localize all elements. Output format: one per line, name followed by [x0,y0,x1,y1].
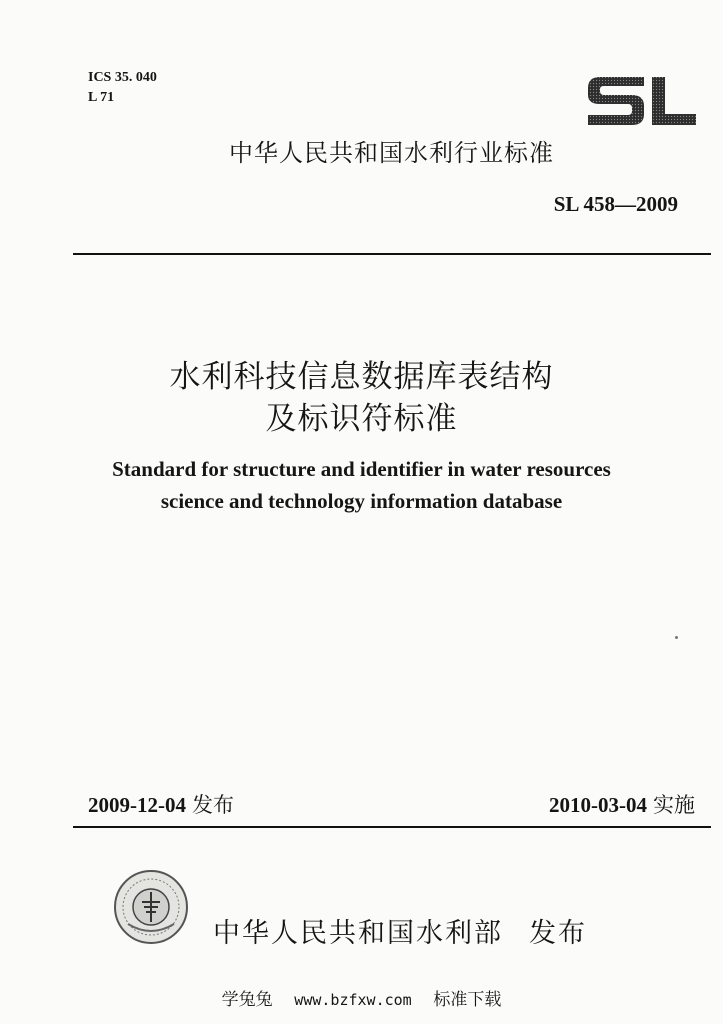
en-title-line1: Standard for structure and identifier in water resources [112,457,611,481]
standard-code: SL 458—2009 [553,192,678,216]
implementation-date: 2010-03-04 [549,793,647,817]
implementation-date-block [549,789,695,819]
cn-title-line2: 及标识符标准 [265,401,458,437]
cn-title-line1: 水利科技信息数据库表结构 [169,359,554,395]
org-title: 中华人民共和国水利行业标准 [229,139,554,167]
en-title-line2: science and technology information database [160,489,563,513]
footer [0,985,723,1010]
ccs-code: L 71 [88,90,115,105]
footer-url[interactable]: www.bzfxw.com [294,991,412,1009]
implementation-label: 实施 [653,793,695,817]
scan-speck [675,636,678,639]
publisher-name: 中华人民共和国水利部 [213,918,503,949]
issue-date: 2009-12-04 [88,793,186,817]
bottom-divider [73,826,711,828]
ministry-seal-icon [112,868,190,946]
publisher-line [213,911,587,950]
ics-code: ICS 35. 040 [88,70,157,85]
publisher-action: 发布 [529,918,587,949]
footer-tagline: 标准下载 [433,990,502,1010]
classification-codes [88,68,157,108]
footer-site-name: 学兔兔 [221,990,273,1010]
sl-logo-icon [586,73,698,128]
top-divider [73,253,711,255]
issue-label: 发布 [192,793,234,817]
issue-date-block [88,789,234,819]
